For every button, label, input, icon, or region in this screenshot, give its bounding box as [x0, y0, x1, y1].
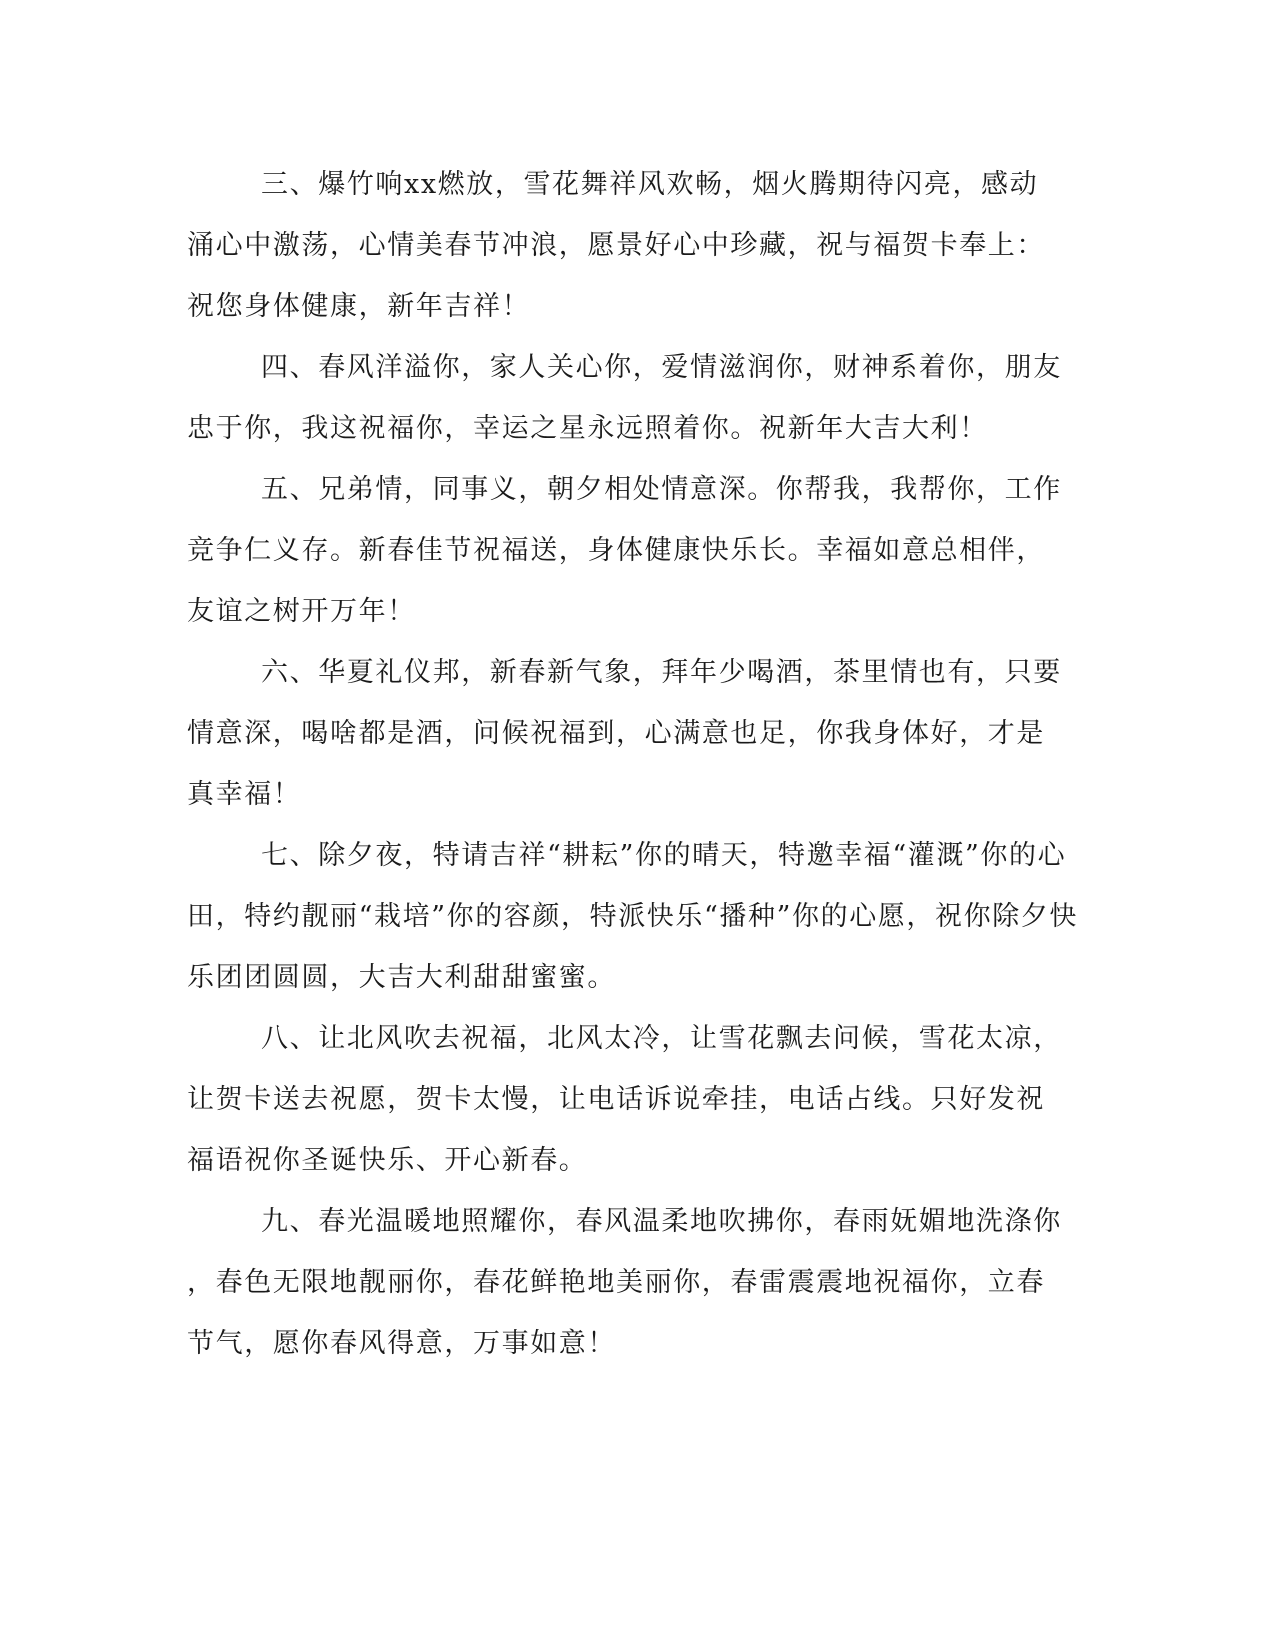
paragraph-line: 四、春风洋溢你，家人关心你，爱情滋润你，财神系着你，朋友 — [261, 352, 1062, 383]
paragraph-line: 六、华夏礼仪邦，新春新气象，拜年少喝酒，茶里情也有，只要 — [261, 657, 1062, 688]
paragraph-6 — [187, 642, 1087, 825]
paragraph-line: 福语祝你圣诞快乐、开心新春。 — [187, 1145, 588, 1176]
paragraph-3 — [187, 154, 1087, 337]
paragraph-line: 真幸福！ — [187, 779, 302, 810]
document-body — [187, 154, 1087, 1374]
paragraph-line: 祝您身体健康，新年吉祥！ — [187, 291, 531, 322]
paragraph-line: 让贺卡送去祝愿，贺卡太慢，让电话诉说牵挂，电话占线。只好发祝 — [187, 1084, 1045, 1115]
paragraph-8 — [187, 1008, 1087, 1191]
paragraph-line: 田，特约靓丽“栽培”你的容颜，特派快乐“播种”你的心愿，祝你除夕快 — [187, 901, 1079, 932]
paragraph-4 — [187, 337, 1087, 459]
paragraph-line: 节气，愿你春风得意，万事如意！ — [187, 1328, 616, 1359]
paragraph-line: 情意深，喝啥都是酒，问候祝福到，心满意也足，你我身体好，才是 — [187, 718, 1045, 749]
paragraph-9 — [187, 1191, 1087, 1374]
paragraph-line: 九、春光温暖地照耀你，春风温柔地吹拂你，春雨妩媚地洗涤你 — [261, 1206, 1062, 1237]
paragraph-line: 八、让北风吹去祝福，北风太冷，让雪花飘去问候，雪花太凉， — [261, 1023, 1062, 1054]
paragraph-7 — [187, 825, 1087, 1008]
paragraph-line: 涌心中激荡，心情美春节冲浪，愿景好心中珍藏，祝与福贺卡奉上： — [187, 230, 1045, 261]
paragraph-line: 友谊之树开万年！ — [187, 596, 416, 627]
paragraph-5 — [187, 459, 1087, 642]
paragraph-line: 三、爆竹响xx燃放，雪花舞祥风欢畅，烟火腾期待闪亮，感动 — [261, 169, 1039, 200]
paragraph-line: 乐团团圆圆，大吉大利甜甜蜜蜜。 — [187, 962, 616, 993]
paragraph-line: 五、兄弟情，同事义，朝夕相处情意深。你帮我，我帮你，工作 — [261, 474, 1062, 505]
paragraph-line: 竞争仁义存。新春佳节祝福送，身体健康快乐长。幸福如意总相伴， — [187, 535, 1045, 566]
paragraph-line: ，春色无限地靓丽你，春花鲜艳地美丽你，春雷震震地祝福你，立春 — [187, 1267, 1045, 1298]
paragraph-line: 忠于你，我这祝福你，幸运之星永远照着你。祝新年大吉大利！ — [187, 413, 988, 444]
paragraph-line: 七、除夕夜，特请吉祥“耕耘”你的晴天，特邀幸福“灌溉”你的心 — [261, 840, 1067, 871]
